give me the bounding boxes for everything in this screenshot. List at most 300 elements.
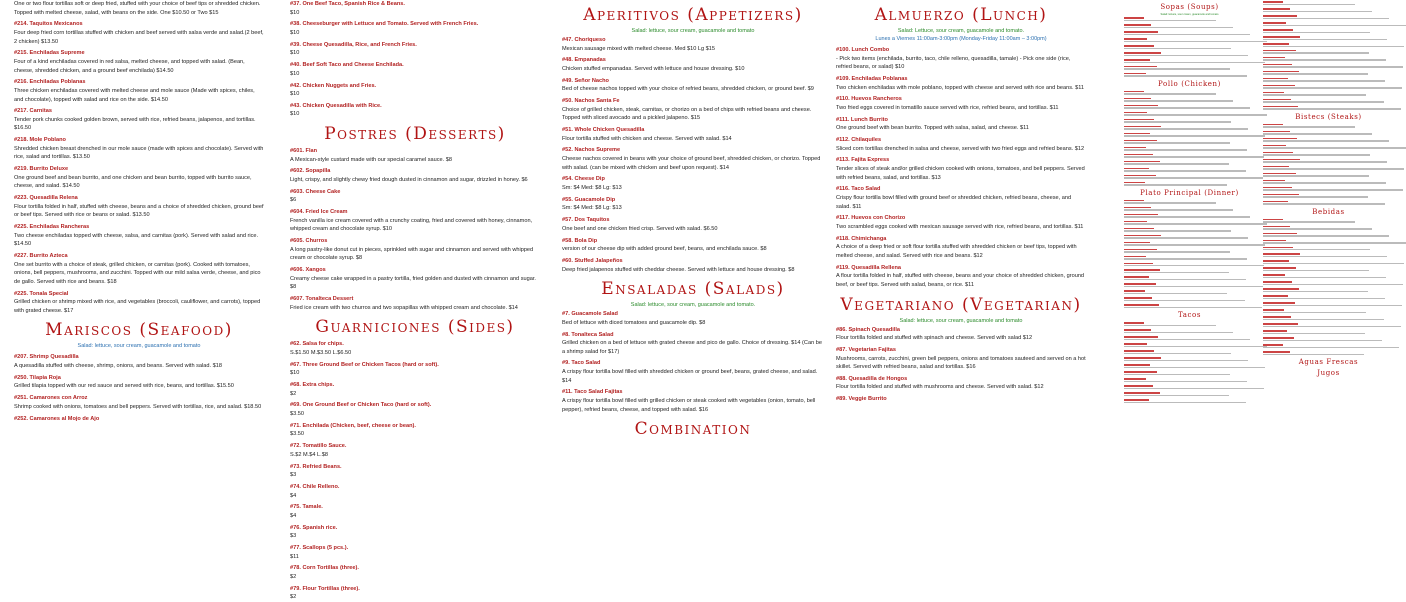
mini-row xyxy=(1124,72,1255,75)
menu-item-name: #43. Chicken Quesadilla with Rice. xyxy=(290,102,382,109)
menu-item-name: #39. Cheese Quesadilla, Rice, and French Fries. xyxy=(290,41,417,48)
mini-desc-line xyxy=(1263,32,1370,33)
mini-row xyxy=(1124,321,1255,324)
menu-item-name: #602. Sopapilla xyxy=(290,168,331,175)
menu-item-name: #55. Guacamole Dip xyxy=(562,196,616,203)
menu-item-desc: Sm: $4 Med: $8 Lg: $13 xyxy=(562,205,622,212)
mini-name-line xyxy=(1263,302,1295,304)
mini-desc-line xyxy=(1124,237,1248,238)
mini-name-line xyxy=(1263,1,1283,3)
menu-item-desc: $2 xyxy=(290,594,297,601)
menu-item-desc: Flour tortilla folded and stuffed with spinach and cheese. Served with salad $12 xyxy=(836,335,1033,342)
mini-name-line xyxy=(1124,290,1145,292)
mini-name-line xyxy=(1263,50,1296,52)
mini-name-line xyxy=(1124,283,1156,285)
menu-item xyxy=(836,235,1086,261)
menu-item-desc: Grilled chicken on a bed of lettuce with grated cheese and pico de gallo. Choice of dressing. $14 (Can be a shrimp salad for $17) xyxy=(562,340,822,355)
menu-item xyxy=(836,375,1086,392)
mini-desc-line xyxy=(1124,307,1262,308)
mini-row xyxy=(1124,199,1255,202)
mini-row xyxy=(1263,287,1394,290)
menu-item-name: #227. Burrito Azteca xyxy=(14,253,68,260)
mini-name-line xyxy=(1124,45,1154,47)
menu-item-name: #217. Carnitas xyxy=(14,108,52,115)
mini-row xyxy=(1263,273,1394,276)
mini-desc-line xyxy=(1124,339,1250,340)
mini-desc-line xyxy=(1263,312,1366,313)
menu-column-2 xyxy=(290,0,540,601)
menu-item xyxy=(14,394,264,411)
mini-name-line xyxy=(1124,31,1158,33)
bistecs-title: Bistecs (Steaks) xyxy=(1295,112,1362,121)
menu-item xyxy=(14,353,264,370)
menu-item xyxy=(14,374,264,391)
menu-item-desc: Mushrooms, carrots, zucchini, green bell peppers, onions and tomatoes sauteed and served on a hot skillet. Served with refried beans, salad and tortillas. $16 xyxy=(836,355,1086,371)
mini-row xyxy=(1124,213,1255,216)
menu-item xyxy=(290,381,540,398)
mini-left xyxy=(1124,0,1255,405)
menu-item xyxy=(562,175,824,192)
menu-item-name: #86. Spinach Quesadilla xyxy=(836,326,901,333)
mini-name-line xyxy=(1263,233,1297,235)
menu-column-1 xyxy=(14,0,264,500)
mini-name-line xyxy=(1263,351,1290,353)
menu-item xyxy=(562,310,824,327)
pollo-title: Pollo (Chicken) xyxy=(1158,79,1221,88)
mini-name-line xyxy=(1124,371,1157,373)
mini-name-line xyxy=(1263,344,1283,346)
mini-row xyxy=(1124,356,1255,359)
menu-item xyxy=(14,415,264,424)
mini-row xyxy=(1124,289,1255,292)
menu-item xyxy=(836,156,1086,182)
mini-row xyxy=(1124,181,1255,184)
mini-row xyxy=(1124,90,1255,93)
mini-desc-line xyxy=(1124,62,1265,63)
mini-row xyxy=(1263,246,1394,249)
menu-item xyxy=(290,61,540,78)
mini-desc-line xyxy=(1263,52,1369,53)
mini-desc-line xyxy=(1263,140,1389,141)
menu-item xyxy=(290,361,540,378)
mini-name-line xyxy=(1124,263,1153,265)
mini-row xyxy=(1263,63,1394,66)
mini-row xyxy=(1124,139,1255,142)
mini-row xyxy=(1263,172,1394,175)
menu-item xyxy=(14,223,264,249)
menu-item-desc: - Pick two items (enchilada, burrito, taco, chile relleno, quesadilla, tamale) - Pick one side (rice, refried beans, or salad) $10 xyxy=(836,55,1071,71)
mini-name-line xyxy=(1124,200,1144,202)
mini-name-line xyxy=(1263,106,1298,108)
mini-row xyxy=(1263,200,1394,203)
mini-row xyxy=(1263,42,1394,45)
mini-name-line xyxy=(1124,168,1149,170)
jugos-title: Jugos xyxy=(1317,369,1340,378)
mini-desc-line xyxy=(1124,381,1247,382)
mini-name-line xyxy=(1263,131,1290,133)
menu-item-name: #214. Taquitos Mexicanos xyxy=(14,21,83,28)
menu-item-desc: $3 xyxy=(290,472,297,479)
mini-list-g xyxy=(1263,218,1394,356)
mini-row xyxy=(1124,391,1255,394)
mini-desc-line xyxy=(1124,177,1263,178)
aperitivos-title: Aperitivos (Appetizers) xyxy=(583,5,803,25)
mini-desc-line xyxy=(1124,41,1267,42)
mini-row xyxy=(1124,363,1255,366)
menu-item-desc: Two scrambled eggs cooked with mexican sausage served with rice, refried beans, and tortillas. $11 xyxy=(836,224,1084,230)
mini-name-line xyxy=(1124,235,1161,237)
mini-row xyxy=(1263,280,1394,283)
mini-name-line xyxy=(1124,392,1160,394)
mini-name-line xyxy=(1263,173,1296,175)
mini-name-line xyxy=(1263,71,1299,73)
menu-item-desc: $11 xyxy=(290,553,299,560)
menu-item-name: #605. Churros xyxy=(290,238,328,245)
mini-name-line xyxy=(1124,228,1154,230)
menu-item-desc: One ground beef and bean burrito, and one chicken and bean burrito, topped with burrito sauce, cheese, and salad. $14.50 xyxy=(14,174,252,190)
mini-desc-line xyxy=(1124,55,1248,56)
menu-item-name: #117. Huevos con Chorizo xyxy=(836,215,906,222)
mini-name-line xyxy=(1124,66,1157,68)
mini-row xyxy=(1124,268,1255,271)
mini-name-line xyxy=(1263,36,1300,38)
mini-desc-line xyxy=(1263,133,1372,134)
mini-row xyxy=(1263,179,1394,182)
menu-column-4 xyxy=(836,0,1086,500)
mini-row xyxy=(1124,125,1255,128)
menu-item-desc: Bed of lettuce with diced tomatoes and guacamole dip. $8 xyxy=(562,319,706,326)
mini-name-line xyxy=(1263,29,1293,31)
mini-row xyxy=(1124,174,1255,177)
menu-item-name: #71. Enchilada (Chicken, beef, cheese or bean). xyxy=(290,422,416,429)
mini-list-b xyxy=(1124,90,1255,186)
mini-desc-line xyxy=(1263,189,1403,190)
mini-row xyxy=(1124,335,1255,338)
mini-row xyxy=(1263,218,1394,221)
mini-name-line xyxy=(1263,64,1292,66)
mini-name-line xyxy=(1124,207,1151,209)
mini-row xyxy=(1263,77,1394,80)
mini-name-line xyxy=(1124,297,1152,299)
menu-item-desc: Two fried eggs covered in tomatillo sauce served with rice, refried beans, and tortillas. $11 xyxy=(836,104,1059,111)
menu-item xyxy=(836,346,1086,372)
mini-row xyxy=(1263,259,1394,262)
mini-name-line xyxy=(1263,124,1283,126)
mini-row xyxy=(1263,165,1394,168)
mini-desc-line xyxy=(1124,149,1247,150)
menu-item-desc: Two chicken enchiladas with mole poblano, topped with cheese and served with rice and beans. $11 xyxy=(836,84,1085,91)
menu-item xyxy=(290,524,540,541)
mini-desc-line xyxy=(1263,270,1369,271)
ensaladas-list xyxy=(562,310,824,414)
menu-item xyxy=(290,102,540,119)
mini-name-line xyxy=(1124,378,1146,380)
mini-name-line xyxy=(1263,240,1286,242)
mini-name-line xyxy=(1263,316,1291,318)
mini-row xyxy=(1124,111,1255,114)
mini-row xyxy=(1263,350,1394,353)
mini-name-line xyxy=(1124,276,1149,278)
menu-item-name: #47. Choriqueso xyxy=(562,37,606,43)
menu-item xyxy=(290,295,540,312)
mini-desc-line xyxy=(1263,256,1387,257)
menu-column-5 xyxy=(1124,0,1394,500)
mini-row xyxy=(1263,70,1394,73)
menu-item-name: #251. Camarones con Arroz xyxy=(14,395,88,402)
mini-name-line xyxy=(1124,91,1144,93)
almuerzo-hours: Lunes a Viernes 11:00am-3:00pm (Monday-Friday 11:00am – 3:00pm) xyxy=(875,36,1047,42)
mini-name-line xyxy=(1263,337,1294,339)
mini-name-line xyxy=(1263,219,1283,221)
menu-item-desc: $10 xyxy=(290,370,300,377)
vegetariano-subtitle: Salad: lettuce, sour cream, guacamole and tomato xyxy=(899,317,1023,324)
menu-item-desc: $10 xyxy=(290,50,300,57)
mini-name-line xyxy=(1124,364,1150,366)
mini-row xyxy=(1263,336,1394,339)
menu-item-name: #87. Vegetarian Fajitas xyxy=(836,346,897,353)
menu-item-name: #77. Scallops (5 pcs.). xyxy=(290,545,349,552)
mini-row xyxy=(1263,343,1394,346)
menu-item xyxy=(290,401,540,418)
mini-desc-line xyxy=(1263,333,1365,334)
menu-item-desc: Deep fried jalapenos stuffed with cheddar cheese. Served with lettuce and house dressing. $8 xyxy=(562,266,795,273)
menu-item xyxy=(562,331,824,357)
mini-row xyxy=(1124,206,1255,209)
mini-desc-line xyxy=(1124,367,1265,368)
mini-desc-line xyxy=(1263,18,1389,19)
menu-item xyxy=(836,46,1086,72)
mini-name-line xyxy=(1263,187,1292,189)
menu-item-desc: One or two flour tortillas soft or deep fried, stuffed with your choice of beef tips or shredded chicken. Topped with melted cheese, salad, with beans on the side. One $10.50 or Two $15 xyxy=(14,1,261,16)
menu-item-name: #118. Chimichanga xyxy=(836,235,887,242)
mini-name-line xyxy=(1124,221,1147,223)
almuerzo-subtitle: Salad: Lettuce, sour cream, guacamole and tomato. xyxy=(897,28,1025,34)
mini-desc-line xyxy=(1263,73,1368,74)
menu-item-name: #109. Enchiladas Poblanas xyxy=(836,75,908,82)
mini-name-line xyxy=(1124,59,1150,61)
mini-row xyxy=(1124,58,1255,61)
mini-name-line xyxy=(1124,304,1159,306)
mini-list-c xyxy=(1124,199,1255,309)
menu-item-desc: $10 xyxy=(290,111,300,118)
menu-item-desc: $4 xyxy=(290,512,297,519)
menu-item-name: #215. Enchiladas Supreme xyxy=(14,50,85,57)
mini-desc-line xyxy=(1124,223,1267,224)
menu-item-name: #76. Spanish rice. xyxy=(290,524,338,531)
mini-row xyxy=(1124,227,1255,230)
mini-row xyxy=(1124,132,1255,135)
mini-desc-line xyxy=(1263,340,1382,341)
plato-title: Plato Principal (Dinner) xyxy=(1140,188,1239,197)
menu-item-desc: A long pastry-like donut cut in pieces, sprinkled with sugar and cinnamon and served with whipped cream or chocolate syrup. $8 xyxy=(290,246,534,262)
menu-item xyxy=(14,107,264,133)
mini-row xyxy=(1124,146,1255,149)
menu-item-name: #38. Cheeseburger with Lettuce and Tomato. Served with French Fries. xyxy=(290,21,479,28)
mini-name-line xyxy=(1124,105,1158,107)
mini-desc-line xyxy=(1263,4,1355,5)
aperitivos-list xyxy=(562,36,824,274)
mini-desc-line xyxy=(1124,395,1229,396)
menu-item-name: #8. Tonalteca Salad xyxy=(562,331,614,338)
mini-row xyxy=(1124,296,1255,299)
almuerzo-title: Almuerzo (Lunch) xyxy=(874,5,1048,25)
menu-item xyxy=(562,97,824,123)
menu-item xyxy=(290,483,540,500)
sopas-subtitle: Salad: lettuce, sour cream, guacamole and tomato xyxy=(1160,13,1219,16)
mini-row xyxy=(1124,167,1255,170)
menu-item xyxy=(562,388,824,414)
mini-name-line xyxy=(1124,154,1153,156)
vegetariano-title: Vegetariano (Vegetarian) xyxy=(840,294,1082,315)
menu-item-desc: One set burrito with a choice of steak, grilled chicken, or carnitas (pork). Cooked with tomatoes, onions, bell peppers, mushrooms, and zucchini. Topped with our mild salsa verde, cheese, and pico de gallo. Served with rice and beans. $18 xyxy=(14,261,261,285)
menu-item-desc: Light, crispy, and slightly chewy fried dough dusted in cinnamon and sugar, drizzled in honey. $6 xyxy=(290,177,528,184)
menu-item-name: #225. Tonala Special xyxy=(14,290,69,297)
mini-desc-line xyxy=(1124,279,1246,280)
menu-item-desc: $10 xyxy=(290,9,300,16)
mini-desc-line xyxy=(1124,170,1246,171)
mini-desc-line xyxy=(1263,101,1384,102)
mini-row xyxy=(1263,7,1394,10)
menu-item-name: #604. Fried Ice Cream xyxy=(290,209,348,216)
menu-item xyxy=(290,585,540,602)
mini-row xyxy=(1263,105,1394,108)
mini-name-line xyxy=(1263,152,1293,154)
mini-row xyxy=(1124,97,1255,100)
menu-item-desc: Tender pork chunks cooked golden brown, served with rice, refried beans, jalapenos, and tortillas. $16.50 xyxy=(14,116,256,132)
mini-row xyxy=(1124,44,1255,47)
menu-item xyxy=(14,49,264,75)
mini-desc-line xyxy=(1124,163,1229,164)
menu-item-name: #223. Quesadilla Relena xyxy=(14,195,78,202)
mini-row xyxy=(1124,51,1255,54)
mini-desc-line xyxy=(1263,242,1406,243)
mini-name-line xyxy=(1124,73,1146,75)
mini-row xyxy=(1263,232,1394,235)
mini-name-line xyxy=(1263,247,1293,249)
menu-item xyxy=(290,463,540,480)
mini-desc-line xyxy=(1263,284,1403,285)
mini-desc-line xyxy=(1124,34,1250,35)
menu-item xyxy=(562,146,824,172)
mini-desc-line xyxy=(1263,59,1386,60)
mini-row xyxy=(1124,255,1255,258)
mini-name-line xyxy=(1124,336,1158,338)
mini-name-line xyxy=(1124,112,1147,114)
mini-row xyxy=(1263,186,1394,189)
mini-desc-line xyxy=(1263,94,1366,95)
menu-item-desc: Flour tortilla folded and stuffed with mushrooms and cheese. Served with salad. $12 xyxy=(836,384,1044,391)
mini-row xyxy=(1263,28,1394,31)
menu-item-desc: $3 xyxy=(290,533,297,540)
mini-desc-line xyxy=(1263,347,1399,348)
mini-desc-line xyxy=(1263,291,1368,292)
mini-name-line xyxy=(1263,201,1288,203)
mini-desc-line xyxy=(1263,228,1372,229)
menu-item-desc: A crispy flour tortilla bowl filled with shredded chicken or ground beef, beans, grated cheese, and salad. $14 xyxy=(562,369,818,384)
menu-item-name: #216. Enchiladas Poblanas xyxy=(14,79,86,86)
mini-name-line xyxy=(1124,161,1160,163)
mini-name-line xyxy=(1263,180,1285,182)
mini-desc-line xyxy=(1263,298,1385,299)
menu-item-desc: Grilled tilapia topped with our red sauce and served with rice, beans, and tortillas. $15.50 xyxy=(14,383,234,390)
mini-desc-line xyxy=(1263,182,1386,183)
mini-desc-line xyxy=(1124,374,1230,375)
mini-row xyxy=(1124,23,1255,26)
menu-item-desc: Three chicken enchiladas covered with melted cheese and mole sauce (Made with spices, chiles, and chocolate), topped with salad and rice on the side. $14.50 xyxy=(14,87,255,103)
mini-name-line xyxy=(1263,260,1289,262)
menu-item xyxy=(836,95,1086,112)
mini-desc-line xyxy=(1263,249,1370,250)
mini-name-line xyxy=(1124,322,1144,324)
mini-name-line xyxy=(1263,166,1289,168)
mini-desc-line xyxy=(1124,48,1231,49)
mini-name-line xyxy=(1124,140,1157,142)
menu-item-desc: Two cheese enchiladas topped with cheese, salsa, and carnitas (pork). Served with salad and rice. $14.50 xyxy=(14,232,259,248)
mini-desc-line xyxy=(1124,114,1267,115)
mini-name-line xyxy=(1263,281,1292,283)
mini-desc-line xyxy=(1263,154,1370,155)
mini-name-line xyxy=(1263,43,1289,45)
menu-item-name: #607. Tonalteca Dessert xyxy=(290,296,354,303)
menu-item xyxy=(14,78,264,104)
mini-row xyxy=(1124,16,1255,19)
mini-name-line xyxy=(1263,194,1299,196)
menu-item-name: #110. Huevos Rancheros xyxy=(836,96,902,103)
menu-item xyxy=(562,56,824,73)
menu-item xyxy=(290,147,540,164)
menu-item xyxy=(562,126,824,143)
menu-item-desc: Sm: $4 Med: $8 Lg: $13 xyxy=(562,185,622,192)
menu-item xyxy=(14,136,264,162)
mini-name-line xyxy=(1263,57,1285,59)
menu-item-name: #207. Shrimp Quesadilla xyxy=(14,354,79,361)
mini-row xyxy=(1263,239,1394,242)
mini-desc-line xyxy=(1124,93,1216,94)
menu-item-name: #58. Bola Dip xyxy=(562,237,598,244)
mini-desc-line xyxy=(1124,20,1216,21)
menu-item-desc: Fried ice cream with two churros and two sopapillas with whipped cream and chocolate. $14 xyxy=(290,304,518,311)
menu-item-name: #67. Three Ground Beef or Chicken Tacos (hard or soft). xyxy=(290,361,439,368)
mini-name-line xyxy=(1263,330,1287,332)
menu-item-name: #606. Xangos xyxy=(290,267,326,274)
menu-item xyxy=(290,564,540,581)
menu-item-desc: $6 xyxy=(290,197,297,204)
menu-item-name: #48. Empanadas xyxy=(562,57,606,64)
menu-item xyxy=(562,237,824,254)
mini-name-line xyxy=(1263,309,1284,311)
menu-item-name: #37. One Beef Taco, Spanish Rice & Beans. xyxy=(290,1,405,7)
menu-item xyxy=(290,422,540,439)
menu-item xyxy=(290,20,540,37)
menu-item-desc: $3.50 xyxy=(290,411,304,417)
mini-desc-line xyxy=(1263,39,1387,40)
mini-name-line xyxy=(1263,22,1286,24)
mini-name-line xyxy=(1263,85,1295,87)
mini-desc-line xyxy=(1124,272,1229,273)
menu-item-name: #69. One Ground Beef or Chicken Taco (hard or soft). xyxy=(290,402,432,409)
mini-desc-line xyxy=(1263,66,1403,67)
mini-desc-line xyxy=(1263,46,1404,47)
aguas-title: Aguas Frescas xyxy=(1298,358,1359,367)
menu-item-desc: Shredded chicken breast drenched in our mole sauce (made with spices and chocolate). Served with rice, salad and tortillas. $13.50 xyxy=(14,145,264,161)
mini-desc-line xyxy=(1263,319,1384,320)
menu-item xyxy=(14,194,264,220)
mini-row xyxy=(1263,56,1394,59)
mini-row xyxy=(1263,329,1394,332)
mini-name-line xyxy=(1124,126,1161,128)
menu-item-desc: $4 xyxy=(290,492,297,499)
mini-name-line xyxy=(1124,38,1147,40)
